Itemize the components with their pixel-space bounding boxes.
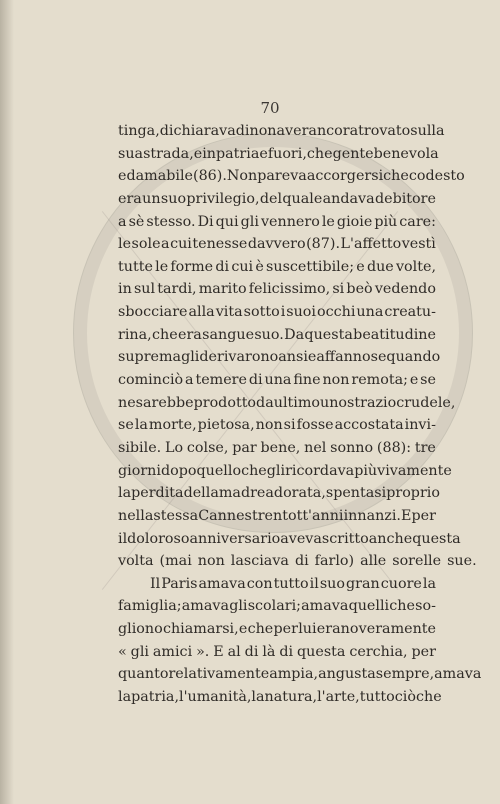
binding-shadow bbox=[0, 0, 14, 804]
text-line: volta (mai non lasciava di farlo) alle sorelle sue. bbox=[118, 553, 477, 570]
text-line: cominciò a temere di una fine non remota; e se bbox=[118, 372, 436, 389]
text-line: se la morte, pietosa, non si fosse accostata invi- bbox=[118, 417, 436, 434]
text-line: sbocciare alla vita sotto i suoi occhi una creatu- bbox=[118, 304, 436, 321]
text-line: la patria, l'umanità, la natura, l'arte, tutto ciò che bbox=[118, 689, 442, 706]
text-line: sibile. Lo colse, par bene, nel sonno (88): tre bbox=[118, 439, 436, 456]
text-line: ne sarebbe prodotto da ultimo uno strazio crudele, bbox=[118, 394, 456, 411]
text-line: ed amabile (86). Non pareva accorgersi che codesto bbox=[118, 168, 465, 185]
text-line: suprema gli derivarono ansie affannose quando bbox=[118, 349, 441, 366]
text-line: era un suo privilegio, del quale andava debitore bbox=[118, 190, 436, 207]
text-line: quanto relativamente ampia, angusta sempre, amava bbox=[118, 666, 482, 683]
text-line: gliono chiamarsi, e che per lui erano veramente bbox=[118, 621, 436, 638]
page-number: 70 bbox=[260, 99, 280, 117]
text-line: sua strada, e in patria e fuori, che gente benevola bbox=[118, 145, 439, 162]
text-line: tinga, dichiarava di non aver ancora trovato sulla bbox=[118, 123, 445, 139]
text-line: nella stessa Cannes trentott'anni innanzi. E per bbox=[118, 507, 436, 524]
text-line: Il Paris amava con tutto il suo gran cuore la bbox=[150, 575, 436, 592]
text-line: rina, che era sangue suo. Da questa beatitudine bbox=[118, 326, 436, 343]
text-line: le sole a cui tenesse davvero (87). L'affetto vestì bbox=[118, 236, 436, 253]
text-line: famiglia; amava gli scolari; amava quelli che so- bbox=[118, 598, 436, 615]
text-line: la perdita della madre adorata, spentasi proprio bbox=[118, 485, 440, 502]
body-text bbox=[118, 120, 482, 709]
text-line: in sul tardi, marito felicissimo, si beò vedendo bbox=[118, 281, 436, 298]
text-line: il doloroso anniversario aveva scritto anche questa bbox=[118, 530, 461, 547]
text-line: tutte le forme di cui è suscettibile; e due volte, bbox=[118, 258, 436, 275]
text-line: giorni dopo quello che gli ricordava più vivamente bbox=[118, 462, 452, 479]
text-line: « gli amici ». E al di là di questa cerchia, per bbox=[118, 643, 436, 660]
text-line: a sè stesso. Di qui gli vennero le gioie più care: bbox=[118, 213, 436, 230]
